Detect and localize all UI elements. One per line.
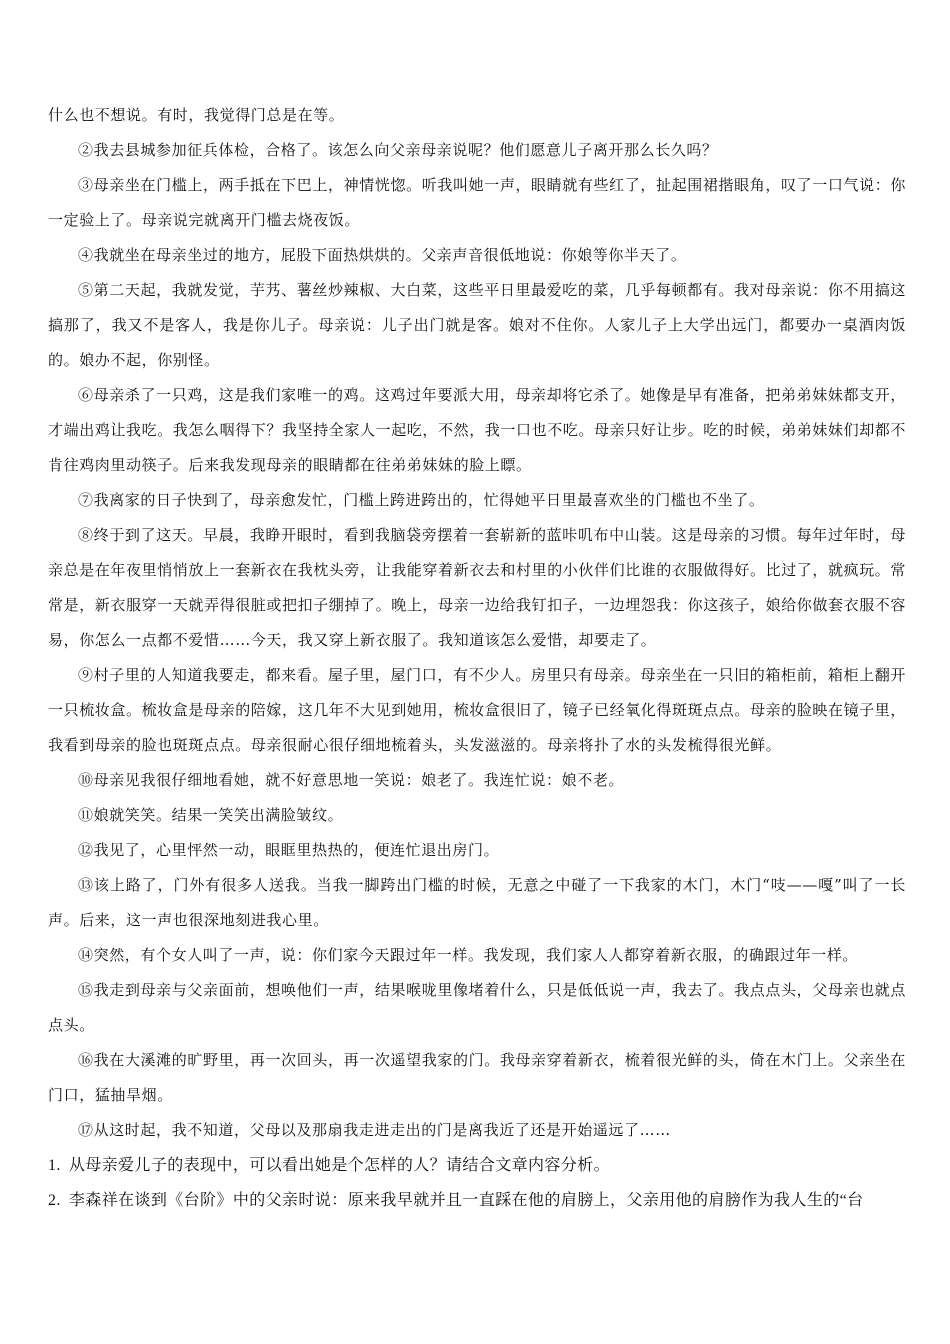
paragraph-10 — [48, 763, 906, 798]
paragraph-marker: ⑮ — [78, 981, 94, 999]
paragraph-3 — [48, 168, 906, 238]
paragraph-14 — [48, 938, 906, 973]
paragraph-12 — [48, 833, 906, 868]
paragraph-6 — [48, 378, 906, 483]
paragraph-marker: ④ — [78, 246, 94, 264]
paragraph-text: 我就坐在母亲坐过的地方，屁股下面热烘烘的。父亲声音很低地说：你娘等你半天了。 — [93, 246, 687, 264]
paragraph-text: 母亲杀了一只鸡，这是我们家唯一的鸡。这鸡过年要派大用，母亲却将它杀了。她像是早有准备，把弟弟妹妹都支开，才端出鸡让我吃。我怎么咽得下？我坚持全家人一起吃，不然，我一口也不吃。母亲只好让步。吃的时候，弟弟妹妹们却都不肯往鸡肉里动筷子。后来我发现母亲的眼睛都在往弟弟妹妹的脸上瞟。 — [48, 386, 907, 474]
paragraph-11 — [48, 798, 906, 833]
paragraph-text: 母亲见我很仔细地看她，就不好意思地一笑说：娘老了。我连忙说：娘不老。 — [93, 771, 625, 789]
paragraph-marker: ⑩ — [78, 771, 94, 789]
paragraph-text: 我离家的日子快到了，母亲愈发忙，门槛上跨进跨出的，忙得她平日里最喜欢坐的门槛也不坐了。 — [93, 491, 765, 509]
paragraph-text: 我走到母亲与父亲面前，想唤他们一声，结果喉咙里像堵着什么，只是低低说一声，我去了。我点点头，父母亲也就点点头。 — [48, 981, 906, 1034]
paragraph-5 — [48, 273, 906, 378]
paragraph-9 — [48, 658, 906, 763]
paragraph-text: 第二天起，我就发觉，芋艿、薯丝炒辣椒、大白菜，这些平日里最爱吃的菜，几乎每顿都有。我对母亲说：你不用搞这搞那了，我又不是客人，我是你儿子。母亲说：儿子出门就是客。娘对不住你。人家儿子上大学出远门，都要办一桌酒肉饭的。娘办不起，你别怪。 — [48, 281, 906, 369]
paragraph-text: 从这时起，我不知道，父母以及那扇我走进走出的门是离我近了还是开始遥远了…… — [93, 1121, 671, 1139]
paragraph-1-continued — [48, 98, 906, 133]
paragraph-17 — [48, 1113, 906, 1148]
paragraph-7 — [48, 483, 906, 518]
paragraph-text: 突然，有个女人叫了一声，说：你们家今天跟过年一样。我发现，我们家人人都穿着新衣服，的确跟过年一样。 — [93, 946, 859, 964]
paragraph-4 — [48, 238, 906, 273]
paragraph-13 — [48, 868, 906, 938]
paragraph-marker: ⑤ — [78, 281, 94, 299]
paragraph-text: 什么也不想说。有时，我觉得门总是在等。 — [48, 106, 345, 124]
paragraph-marker: ⑫ — [78, 841, 94, 859]
paragraph-marker: ③ — [78, 176, 94, 194]
paragraph-2 — [48, 133, 906, 168]
paragraph-marker: ⑦ — [78, 491, 94, 509]
paragraph-marker: ⑪ — [78, 806, 94, 824]
paragraph-text: 该上路了，门外有很多人送我。当我一脚跨出门槛的时候，无意之中碰了一下我家的木门，木门“吱——嘎”叫了一长声。后来，这一声也很深地刻进我心里。 — [48, 876, 906, 929]
paragraph-marker: ⑧ — [78, 526, 94, 544]
paragraph-text: 我在大溪滩的旷野里，再一次回头，再一次遥望我家的门。我母亲穿着新衣，梳着很光鲜的头，倚在木门上。父亲坐在门口，猛抽旱烟。 — [48, 1051, 906, 1104]
paragraph-marker: ⑬ — [78, 876, 94, 894]
paragraph-marker: ⑨ — [78, 666, 94, 684]
paragraph-marker: ② — [78, 141, 94, 159]
paragraph-text: 我见了，心里怦然一动，眼眶里热热的，便连忙退出房门。 — [93, 841, 500, 859]
paragraph-text: 村子里的人知道我要走，都来看。屋子里，屋门口，有不少人。房里只有母亲。母亲坐在一只旧的箱柜前，箱柜上翻开一只梳妆盒。梳妆盒是母亲的陪嫁，这几年不大见到她用，梳妆盒很旧了，镜子已经氧化得斑斑点点。母亲的脸映在镜子里，我看到母亲的脸也斑斑点点。母亲很耐心很仔细地梳着头，头发滋滋的。母亲将扑了水的头发梳得很光鲜。 — [48, 666, 907, 754]
paragraph-marker: ⑥ — [78, 386, 94, 404]
question-number: 1. — [48, 1157, 61, 1174]
question-number: 2. — [48, 1192, 61, 1209]
paragraph-marker: ⑯ — [78, 1051, 94, 1069]
question-1 — [48, 1148, 906, 1183]
paragraph-8 — [48, 518, 906, 658]
article-body — [48, 98, 906, 1218]
paragraph-text: 我去县城参加征兵体检，合格了。该怎么向父亲母亲说呢？他们愿意儿子离开那么长久吗？ — [93, 141, 718, 159]
paragraph-marker: ⑭ — [78, 946, 94, 964]
paragraph-text: 终于到了这天。早晨，我睁开眼时，看到我脑袋旁摆着一套崭新的蓝咔叽布中山装。这是母亲的习惯。每年过年时，母亲总是在年夜里悄悄放上一套新衣在我枕头旁，让我能穿着新衣去和村里的小伙伴们比谁的衣服做得好。比过了，就疯玩。常常是，新衣服穿一天就弄得很脏或把扣子绷掉了。晚上，母亲一边给我钉扣子，一边埋怨我：你这孩子，娘给你做套衣服不容易，你怎么一点都不爱惜……今天，我又穿上新衣服了。我知道该怎么爱惜，却要走了。 — [48, 526, 907, 649]
question-text: 从母亲爱儿子的表现中，可以看出她是个怎样的人？请结合文章内容分析。 — [68, 1157, 611, 1174]
paragraph-15 — [48, 973, 906, 1043]
paragraph-16 — [48, 1043, 906, 1113]
question-text: 李森祥在谈到《台阶》中的父亲时说：原来我早就并且一直踩在他的肩膀上，父亲用他的肩膀作为我人生的“台 — [68, 1192, 864, 1209]
question-2 — [48, 1183, 906, 1218]
paragraph-text: 娘就笑笑。结果一笑笑出满脸皱纹。 — [93, 806, 344, 824]
paragraph-marker: ⑰ — [78, 1121, 94, 1139]
paragraph-text: 母亲坐在门槛上，两手抵在下巴上，神情恍惚。听我叫她一声，眼睛就有些红了，扯起围裙揩眼角，叹了一口气说：你一定验上了。母亲说完就离开门槛去烧夜饭。 — [48, 176, 906, 229]
